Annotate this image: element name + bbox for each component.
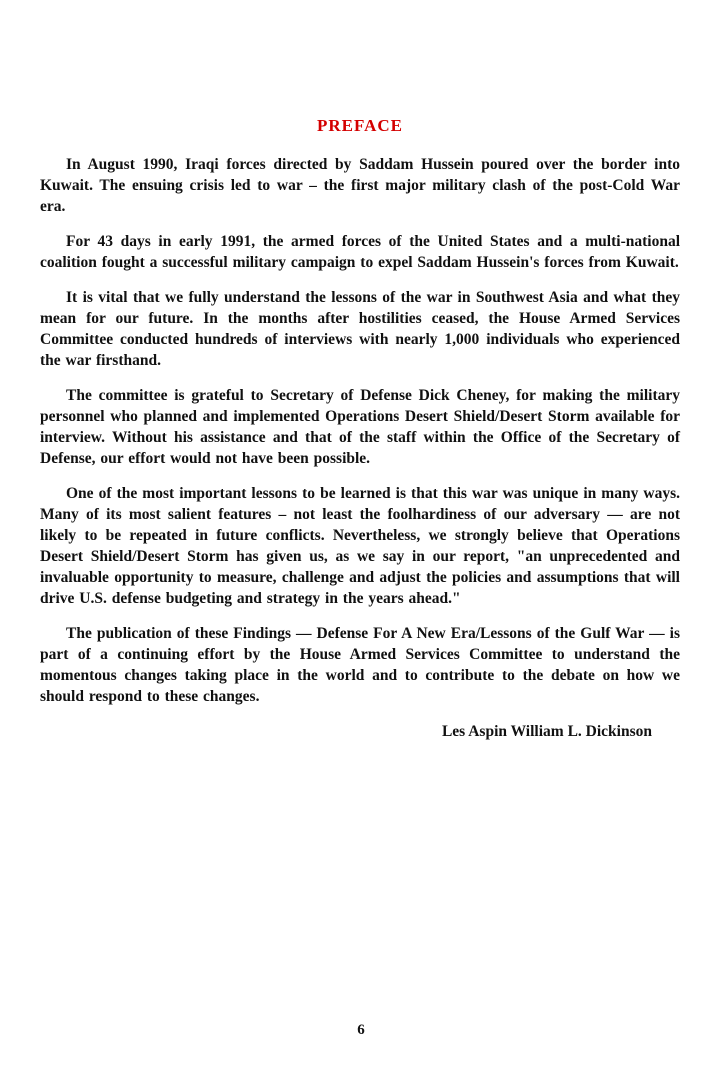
paragraph: It is vital that we fully understand the lessons of the war in Southwest Asia and what they mean for our future. In the months after hostilities ceased, the House Armed Services Committee conducted hundreds of interviews with nearly 1,000 individuals who experienced the war firsthand. [40, 289, 680, 369]
body-text [40, 154, 680, 707]
paragraph: For 43 days in early 1991, the armed forces of the United States and a multi-national coalition fought a successful military campaign to expel Saddam Hussein's forces from Kuwait. [40, 233, 680, 271]
preface-title: PREFACE [316, 116, 403, 135]
paragraph: The committee is grateful to Secretary of Defense Dick Cheney, for making the military personnel who planned and implemented Operations Desert Shield/Desert Storm available for interview. Without his assistance and that of the staff within the Office of the Secretary of Defense, our effort would not have been possible. [40, 387, 680, 467]
paragraph: The publication of these Findings — Defense For A New Era/Lessons of the Gulf War — is part of a continuing effort by the House Armed Services Committee to understand the momentous changes taking place in the world and to contribute to the debate on how we should respond to these changes. [40, 625, 680, 705]
signature-line: Les Aspin William L. Dickinson [441, 723, 652, 740]
page-content [40, 116, 680, 741]
paragraph: In August 1990, Iraqi forces directed by Saddam Hussein poured over the border into Kuwait. The ensuing crisis led to war – the first major military clash of the post-Cold War era. [40, 156, 680, 215]
paragraph: One of the most important lessons to be learned is that this war was unique in many ways. Many of its most salient features – not least the foolhardiness of our adversary — are not likely to be repeated in future conflicts. Nevertheless, we strongly believe that Operations Desert Shield/Desert Storm has given us, as we say in our report, "an unprecedented and invaluable opportunity to measure, challenge and adjust the policies and assumptions that will drive U.S. defense budgeting and strategy in the years ahead." [40, 485, 680, 607]
page-number: 6 [357, 1022, 365, 1038]
